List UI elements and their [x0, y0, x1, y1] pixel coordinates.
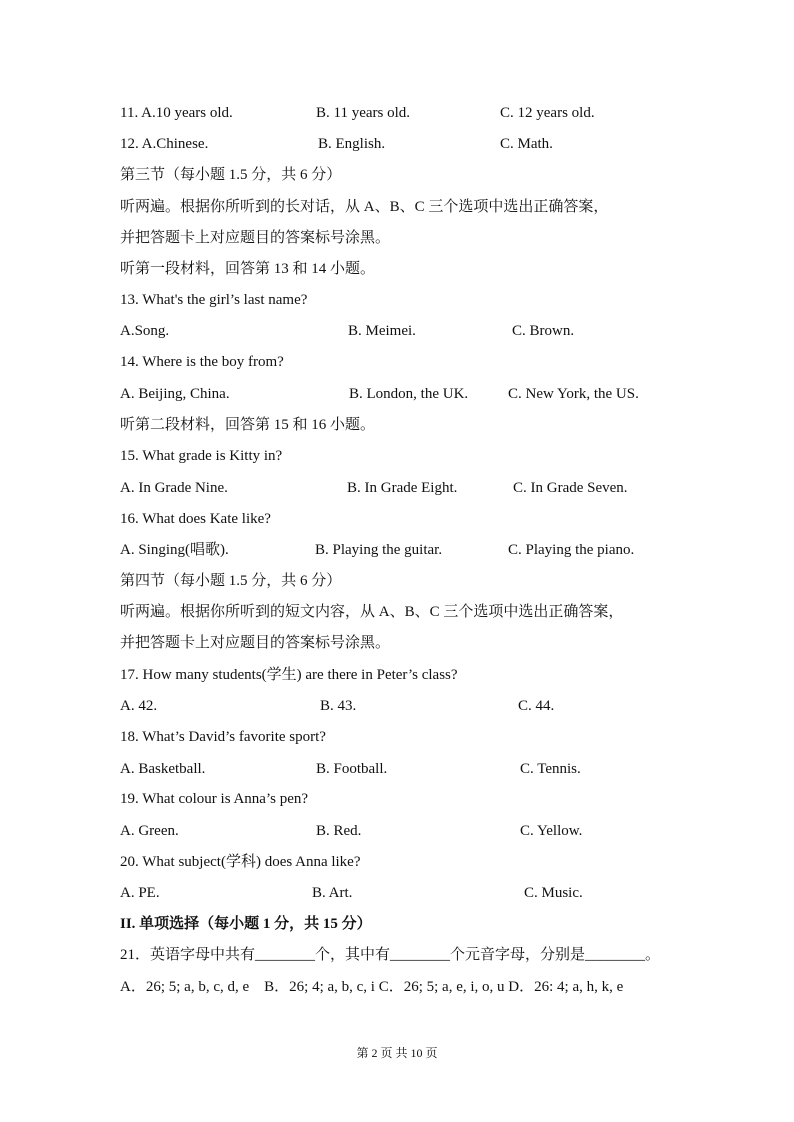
- q21-options: A．26; 5; a, b, c, d, e B．26; 4; a, b, c, i C．26; 5; a, e, i, o, u D．26: 4; a, h, k, e: [120, 979, 624, 995]
- q12-option-b: B. English.: [318, 136, 386, 152]
- section-3-heading: 第三节（每小题 1.5 分，共 6 分）: [120, 167, 342, 183]
- q16-option-c: C. Playing the piano.: [508, 542, 635, 558]
- section-4-instruction-line-1: 听两遍。根据你所听到的短文内容，从 A、B、C 三个选项中选出正确答案，: [120, 604, 624, 620]
- q19-option-c: C. Yellow.: [520, 823, 583, 839]
- q19-option-b: B. Red.: [316, 823, 362, 839]
- section-4-instruction-line-2: 并把答题卡上对应题目的答案标号涂黑。: [120, 635, 391, 651]
- q15-option-a: A. In Grade Nine.: [120, 480, 228, 496]
- section-3-instruction-line-2: 并把答题卡上对应题目的答案标号涂黑。: [120, 230, 391, 246]
- q11-option-b: B. 11 years old.: [316, 105, 411, 121]
- q18-question: 18. What’s David’s favorite sport?: [120, 729, 326, 745]
- q13-question: 13. What's the girl’s last name?: [120, 292, 308, 308]
- q11-option-a: 11. A.10 years old.: [120, 105, 233, 121]
- q16-question: 16. What does Kate like?: [120, 511, 271, 527]
- q12-option-a: 12. A.Chinese.: [120, 136, 209, 152]
- material-1-note: 听第一段材料，回答第 13 和 14 小题。: [120, 261, 376, 277]
- q17-option-a: A. 42.: [120, 698, 158, 714]
- q16-option-b: B. Playing the guitar.: [315, 542, 443, 558]
- q16-option-a: A. Singing(唱歌).: [120, 542, 229, 558]
- q14-option-b: B. London, the UK.: [349, 386, 469, 402]
- q17-option-b: B. 43.: [320, 698, 357, 714]
- q20-option-c: C. Music.: [524, 885, 583, 901]
- q12-option-c: C. Math.: [500, 136, 553, 152]
- q17-option-c: C. 44.: [518, 698, 555, 714]
- q13-option-b: B. Meimei.: [348, 323, 416, 339]
- part-2-heading: II. 单项选择（每小题 1 分，共 15 分）: [120, 916, 372, 932]
- section-3-instruction-line-1: 听两遍。根据你所听到的长对话，从 A、B、C 三个选项中选出正确答案，: [120, 199, 609, 215]
- q20-question: 20. What subject(学科) does Anna like?: [120, 854, 361, 870]
- q13-option-c: C. Brown.: [512, 323, 575, 339]
- q21-question: 21．英语字母中共有________个，其中有________个元音字母，分别是________。: [120, 947, 661, 963]
- q15-option-c: C. In Grade Seven.: [513, 480, 628, 496]
- q19-question: 19. What colour is Anna’s pen?: [120, 791, 309, 807]
- q17-question: 17. How many students(学生) are there in Peter’s class?: [120, 667, 458, 683]
- page-footer: 第 2 页 共 10 页: [356, 1046, 438, 1060]
- q15-question: 15. What grade is Kitty in?: [120, 448, 283, 464]
- material-2-note: 听第二段材料，回答第 15 和 16 小题。: [120, 417, 376, 433]
- q18-option-c: C. Tennis.: [520, 761, 581, 777]
- q14-option-a: A. Beijing, China.: [120, 386, 230, 402]
- q20-option-b: B. Art.: [312, 885, 353, 901]
- q18-option-b: B. Football.: [316, 761, 388, 777]
- q13-option-a: A.Song.: [120, 323, 170, 339]
- q19-option-a: A. Green.: [120, 823, 179, 839]
- q18-option-a: A. Basketball.: [120, 761, 206, 777]
- q14-question: 14. Where is the boy from?: [120, 354, 284, 370]
- section-4-heading: 第四节（每小题 1.5 分，共 6 分）: [120, 573, 342, 589]
- q14-option-c: C. New York, the US.: [508, 386, 639, 402]
- q20-option-a: A. PE.: [120, 885, 160, 901]
- q11-option-c: C. 12 years old.: [500, 105, 595, 121]
- q15-option-b: B. In Grade Eight.: [347, 480, 458, 496]
